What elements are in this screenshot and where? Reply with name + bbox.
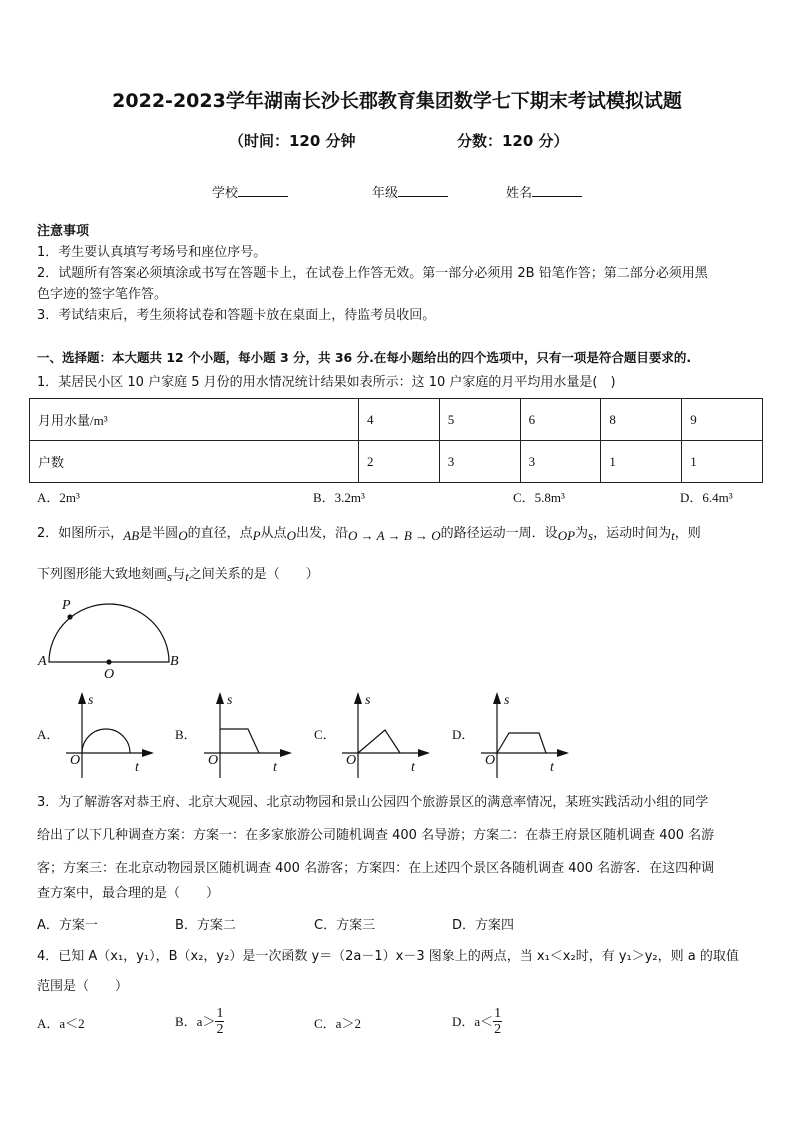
note-item: 3．考试结束后，考生须将试卷和答题卡放在桌面上，待监考员收回。: [37, 308, 436, 323]
table-cell: 1: [601, 441, 682, 483]
q1-stem: 1．某居民小区 10 户家庭 5 月份的用水情况统计结果如表所示：这 10 户家庭的月平均用水量是( ): [37, 375, 616, 390]
math-s: s: [588, 528, 594, 543]
q3-stem-line: 查方案中，最合理的是（ ）: [37, 886, 220, 901]
fraction-numerator: 1: [216, 1006, 224, 1021]
time-label: （时间：120 分钟: [229, 132, 356, 150]
q4-stem-line2: 范围是（ ）: [37, 979, 129, 994]
table-cell: 9: [682, 399, 763, 441]
section-heading: 一、选择题：本大题共 12 个小题，每小题 3 分，共 36 分.在每小题给出的四个选项中，只有一项是符合题目要求的.: [37, 350, 692, 365]
q2-option-b[interactable]: B．: [175, 727, 197, 742]
q2-text: 是半圆: [139, 526, 179, 541]
q2-text: 下列图形能大致地刻画: [37, 567, 168, 582]
q2-text: ，则: [674, 526, 701, 541]
table-header-cell: 月用水量/m³: [30, 399, 359, 441]
q2-option-c[interactable]: C．: [314, 727, 336, 742]
math-ab: AB: [123, 528, 140, 543]
graph-c-axis-s: s: [365, 693, 371, 708]
table-cell: 3: [439, 441, 520, 483]
q3-option-b[interactable]: B．方案二: [175, 918, 236, 933]
q1-option-c[interactable]: C．5.8m³: [513, 490, 565, 505]
q2-text: ，运动时间为: [593, 526, 672, 541]
q4-stem-line1: 4．已知 A（x₁，y₁），B（x₂，y₂）是一次函数 y＝（2a－1）x－3 图象上的两点，当 x₁＜x₂时，有 y₁＞y₂，则 a 的取值: [37, 949, 739, 964]
q4-option-d[interactable]: [452, 1006, 502, 1037]
math-o: O: [178, 528, 188, 543]
q3-stem-line: 给出了以下几种调查方案：方案一：在多家旅游公司随机调查 400 名导游；方案二：在恭王府景区随机调查 400 名游: [37, 828, 715, 843]
q3-option-c[interactable]: C．方案三: [314, 918, 376, 933]
q4-option-a[interactable]: A．a＜2: [37, 1016, 85, 1031]
q4-option-c[interactable]: C．a＞2: [314, 1016, 361, 1031]
q3-stem-line: 客；方案三：在北京动物园景区随机调查 400 名游客；方案四：在上述四个景区各随机调查 400 名游客．在这四种调: [37, 861, 715, 876]
table-cell: 1: [682, 441, 763, 483]
exam-title: 2022-2023学年湖南长沙长郡教育集团数学七下期末考试模拟试题: [112, 90, 682, 112]
math-t: t: [671, 528, 675, 543]
school-label: 学校: [212, 186, 239, 201]
fraction-denominator: 2: [216, 1022, 224, 1037]
math-p: P: [252, 528, 261, 543]
note-item: 1．考生要认真填写考场号和座位序号。: [37, 245, 267, 260]
graph-a-axis-t: t: [135, 760, 139, 775]
q2-option-a[interactable]: A．: [37, 727, 60, 742]
q2-text: 的直径，点: [187, 526, 253, 541]
table-cell: 5: [439, 399, 520, 441]
score-label: 分数：120 分）: [457, 132, 569, 150]
name-label: 姓名: [506, 186, 533, 201]
graph-c-origin: O: [346, 753, 357, 768]
q1-option-a[interactable]: A．2m³: [37, 490, 80, 505]
graph-d-axis-s: s: [504, 693, 510, 708]
fraction-denominator: 2: [494, 1022, 502, 1037]
graph-b-axis-t: t: [273, 760, 277, 775]
table-cell: 8: [601, 399, 682, 441]
fraction-numerator: 1: [494, 1006, 502, 1021]
math-t: t: [185, 569, 189, 584]
graph-d-origin: O: [485, 753, 496, 768]
math-s: s: [167, 569, 173, 584]
table-cell: 3: [520, 441, 601, 483]
graph-a-axis-s: s: [88, 693, 94, 708]
note-item: 2．试题所有答案必须填涂或书写在答题卡上，在试卷上作答无效。第一部分必须用 2B 铅笔作答；第二部分必须用黑: [37, 266, 708, 281]
note-item: 色字迹的签字笔作答。: [37, 287, 168, 302]
q4-option-d-label: D．a＜: [452, 1013, 494, 1029]
q2-text: 出发，沿: [295, 526, 348, 541]
table-cell: 2: [359, 441, 440, 483]
q3-option-d[interactable]: D．方案四: [452, 918, 515, 933]
graph-a-origin: O: [70, 753, 81, 768]
q4-option-b-label: B．a＞: [175, 1013, 216, 1029]
q2-text: 的路径运动一周．设: [440, 526, 558, 541]
q4-option-b[interactable]: [175, 1006, 224, 1037]
q1-option-d[interactable]: D．6.4m³: [680, 490, 733, 505]
fraction-one-half: [215, 1006, 224, 1037]
q1-option-b[interactable]: B．3.2m³: [313, 490, 365, 505]
q2-text: 为: [575, 526, 589, 541]
table-header-cell: 户数: [30, 441, 359, 483]
q3-option-a[interactable]: A．方案一: [37, 918, 98, 933]
graph-b-axis-s: s: [227, 693, 233, 708]
math-o: O: [286, 528, 296, 543]
table-cell: 6: [520, 399, 601, 441]
notes-heading: 注意事项: [37, 224, 90, 239]
label-a: A: [38, 654, 47, 669]
q3-stem-line: 3．为了解游客对恭王府、北京大观园、北京动物园和景山公园四个旅游景区的满意率情况，某班实践活动小组的同学: [37, 795, 709, 810]
q2-text: 从点: [260, 526, 287, 541]
math-path: O → A → B → O: [347, 528, 441, 543]
label-o: O: [104, 667, 115, 682]
graph-d-axis-t: t: [550, 760, 554, 775]
fraction-one-half: [493, 1006, 502, 1037]
q2-text: 之间关系的是（ ）: [188, 567, 319, 582]
math-op: OP: [557, 528, 576, 543]
q2-option-d[interactable]: D．: [452, 727, 475, 742]
q2-text: 与: [172, 567, 186, 582]
grade-label: 年级: [372, 186, 399, 201]
label-p: P: [62, 598, 71, 613]
label-b: B: [170, 654, 179, 669]
q2-text: 2．如图所示，: [37, 526, 124, 541]
table-cell: 4: [359, 399, 440, 441]
graph-c-axis-t: t: [411, 760, 415, 775]
graph-b-origin: O: [208, 753, 219, 768]
